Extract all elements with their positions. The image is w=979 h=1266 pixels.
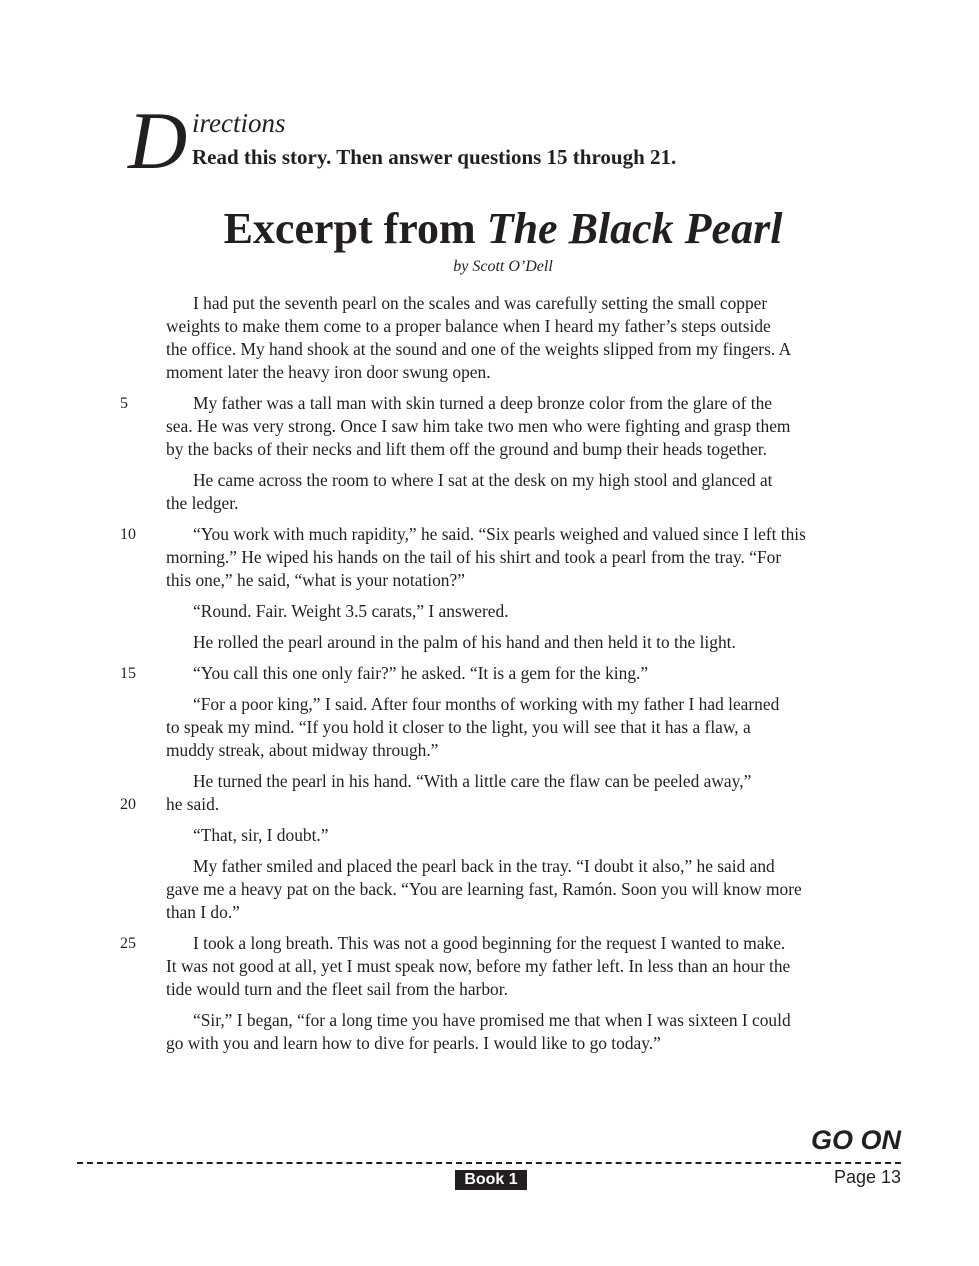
story-line: He came across the room to where I sat at the desk on my high stool and glanced at bbox=[193, 470, 773, 490]
story-line: It was not good at all, yet I must speak now, before my father left. In less than an hour the bbox=[166, 956, 791, 976]
line-number: 25 bbox=[120, 935, 136, 952]
story-line: sea. He was very strong. Once I saw him take two men who were fighting and grasp them bbox=[166, 416, 791, 436]
story-paragraph bbox=[166, 469, 858, 515]
line-number: 20 bbox=[120, 796, 136, 813]
story-line: “You call this one only fair?” he asked. “It is a gem for the king.” bbox=[193, 663, 649, 683]
story-line: My father smiled and placed the pearl back in the tray. “I doubt it also,” he said and bbox=[193, 856, 775, 876]
story-paragraph bbox=[166, 855, 858, 924]
story-line: morning.” He wiped his hands on the tail of his shirt and took a pearl from the tray. “For bbox=[166, 547, 782, 567]
story-line: “You work with much rapidity,” he said. “Six pearls weighed and valued since I left this bbox=[193, 524, 806, 544]
story-body bbox=[120, 292, 858, 1063]
line-number: 15 bbox=[120, 665, 136, 682]
story-title bbox=[0, 201, 979, 257]
story-line: go with you and learn how to dive for pearls. I would like to go today.” bbox=[166, 1033, 661, 1053]
story-line: “For a poor king,” I said. After four months of working with my father I had learned bbox=[193, 694, 780, 714]
story-line: He turned the pearl in his hand. “With a little care the flaw can be peeled away,” bbox=[193, 771, 752, 791]
directions-instruction: Read this story. Then answer questions 15 through 21. bbox=[192, 145, 677, 169]
story-line: he said. bbox=[166, 794, 220, 814]
story-paragraph bbox=[166, 1009, 858, 1055]
story-line: gave me a heavy pat on the back. “You are learning fast, Ramón. Soon you will know more bbox=[166, 879, 802, 899]
story-line: “That, sir, I doubt.” bbox=[193, 825, 329, 845]
story-paragraph bbox=[166, 292, 858, 384]
story-line: than I do.” bbox=[166, 902, 240, 922]
story-line: He rolled the pearl around in the palm of his hand and then held it to the light. bbox=[193, 632, 736, 652]
story-line: to speak my mind. “If you hold it closer to the light, you will see that it has a flaw, a bbox=[166, 717, 751, 737]
story-paragraph bbox=[120, 523, 858, 592]
story-paragraph bbox=[120, 932, 858, 1001]
story-line: “Round. Fair. Weight 3.5 carats,” I answered. bbox=[193, 601, 509, 621]
story-line: by the backs of their necks and lift them off the ground and bump their heads together. bbox=[166, 439, 767, 459]
story-line: moment later the heavy iron door swung open. bbox=[166, 362, 491, 382]
story-line: the office. My hand shook at the sound and one of the weights slipped from my fingers. A bbox=[166, 339, 792, 359]
story-paragraph bbox=[166, 631, 858, 654]
story-line: I took a long breath. This was not a good beginning for the request I wanted to make. bbox=[193, 933, 786, 953]
book-badge: Book 1 bbox=[455, 1170, 527, 1190]
directions-word: irections bbox=[192, 108, 286, 138]
story-line: the ledger. bbox=[166, 493, 239, 513]
story-line: tide would turn and the fleet sail from the harbor. bbox=[166, 979, 508, 999]
go-on-label: GO ON bbox=[810, 1125, 901, 1155]
story-paragraph bbox=[166, 600, 858, 623]
story-paragraph bbox=[120, 392, 858, 461]
story-line: this one,” he said, “what is your notation?” bbox=[166, 570, 465, 590]
page-number: Page 13 bbox=[833, 1167, 901, 1187]
title-prefix: Excerpt from bbox=[223, 204, 487, 253]
story-paragraph bbox=[166, 824, 858, 847]
story-line: muddy streak, about midway through.” bbox=[166, 740, 439, 760]
story-line: I had put the seventh pearl on the scales and was carefully setting the small copper bbox=[193, 293, 768, 313]
story-line: weights to make them come to a proper balance when I heard my father’s steps outside bbox=[166, 316, 771, 336]
book-title: The Black Pearl bbox=[486, 204, 783, 253]
line-number: 5 bbox=[120, 395, 128, 412]
line-number: 10 bbox=[120, 526, 136, 543]
story-paragraph bbox=[120, 770, 858, 816]
story-paragraph bbox=[120, 662, 858, 685]
drop-cap: D bbox=[128, 95, 188, 186]
footer-divider bbox=[77, 1162, 901, 1164]
story-paragraph bbox=[166, 693, 858, 762]
story-line: My father was a tall man with skin turned a deep bronze color from the glare of the bbox=[193, 393, 773, 413]
story-line: “Sir,” I began, “for a long time you have promised me that when I was sixteen I could bbox=[193, 1010, 791, 1030]
byline: by Scott O’Dell bbox=[453, 258, 553, 275]
